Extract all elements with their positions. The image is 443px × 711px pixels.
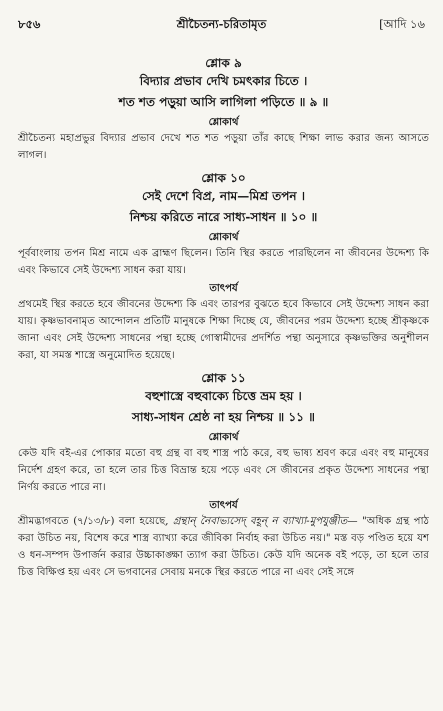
translation-heading: শ্লোকার্থ bbox=[208, 432, 239, 443]
purport-reference: শ্রীমদ্ভাগবতে (৭/১৩/৮) বলা হয়েছে, bbox=[18, 516, 169, 527]
translation-text: পূর্ববাংলায় তপন মিশ্র নামে এক ব্রাহ্মণ ছিলেন। তিনি স্থির করতে পারছিলেন না জীবনের উদ্দেশ্য কি এবং কিভাবে সেই উদ্দেশ্য সাধন করা যায়। bbox=[18, 248, 429, 276]
sloka-9 bbox=[18, 56, 429, 164]
sloka-10 bbox=[18, 171, 429, 364]
chapter-label: [আদি ১৬ bbox=[379, 17, 425, 31]
translation-text: কেউ যদি বই-এর পোকার মতো বহু গ্রন্থ বা বহু শাস্ত্র পাঠ করে, বহু ভাষ্য শ্রবণ করে এবং বহু মানুষের নির্দেশ গ্রহণ করে, তা হলে তার চিত্ত বিভ্রান্ত হয়ে পড়ে এবং সে জীবনের প্রকৃত উদ্দেশ্য সাধনের পন্থা নির্ণয় করতে পারে না। bbox=[18, 448, 429, 493]
verse-line: সাধ্য-সাধন শ্রেষ্ঠ না হয় নিশ্চয় ॥ ১১ ॥ bbox=[132, 410, 315, 424]
verse-line: বহুশাস্ত্রে বহুবাক্যে চিত্তে ভ্রম হয় । bbox=[145, 389, 302, 403]
purport-heading: তাৎপর্য bbox=[209, 500, 238, 511]
sloka-heading: শ্লোক ১০ bbox=[201, 171, 246, 185]
purport-rest: "অধিক গ্রন্থ পাঠ করা উচিত নয়, বিশেষ করে শাস্ত্র ব্যাখ্যা করে জীবিকা নির্বাহ করা উচিত নয়।" মস্ত বড় পণ্ডিত হয়ে যশ ও ধন-সম্পদ উপার্জন করার উচ্চাকাঙ্ক্ষা ত্যাগ করা উচিত। কেউ যদি অনেক বই পড়ে, তা হলে তার চিত্ত বিক্ষিপ্ত হয় এবং সে ভগবানের সেবায় মনকে স্থির করতে পারে না এবং সেই সঙ্গে bbox=[18, 516, 429, 578]
verse-line: শত শত পড়ুয়া আসি লাগিলা পড়িতে ॥ ৯ ॥ bbox=[118, 95, 329, 109]
translation-heading: শ্লোকার্থ bbox=[208, 232, 239, 243]
translation-text: শ্রীচৈতন্য মহাপ্রভুর বিদ্যার প্রভাব দেখে শত শত পড়ুয়া তাঁর কাছে শিক্ষা লাভ করার জন্য আসতে লাগল। bbox=[18, 133, 429, 161]
purport-quote: গ্রন্থান্ নৈবাভ্যসেদ্ বহূন্ ন ব্যাখ্যা-মুপযুঞ্জীত— bbox=[172, 516, 358, 527]
page-content bbox=[18, 56, 429, 581]
sloka-heading: শ্লোক ৯ bbox=[205, 56, 242, 70]
sloka-heading: শ্লোক ১১ bbox=[201, 371, 246, 385]
page-number: ৮৫৬ bbox=[18, 17, 41, 31]
verse-line: বিদ্যার প্রভাব দেখি চমৎকার চিতে । bbox=[139, 74, 308, 88]
translation-heading: শ্লোকার্থ bbox=[208, 117, 239, 128]
book-title: শ্রীচৈতন্য-চরিতামৃত bbox=[176, 17, 267, 31]
verse-line: সেই দেশে বিপ্র, নাম—মিশ্র তপন । bbox=[142, 189, 305, 203]
verse-line: নিশ্চয় করিতে নারে সাধ্য-সাধন ॥ ১০ ॥ bbox=[129, 210, 318, 224]
purport-text: প্রথমেই স্থির করতে হবে জীবনের উদ্দেশ্য কি এবং তারপর বুঝতে হবে কিভাবে সেই উদ্দেশ্য সাধন করা যায়। কৃষ্ণভাবনামৃত আন্দোলন প্রতিটি মানুষকে শিক্ষা দিচ্ছে যে, জীবনের পরম উদ্দেশ্য হচ্ছে শ্রীকৃষ্ণকে জানা এবং সেই উদ্দেশ্য সাধনের পন্থা হচ্ছে গোস্বামীদের প্রদর্শিত পন্থা অনুসারে কৃষ্ণভক্তির অনুশীলন করা, যা সমস্ত শাস্ত্রে অনুমোদিত হয়েছে। bbox=[18, 299, 429, 361]
sloka-11 bbox=[18, 371, 429, 581]
purport-text bbox=[18, 513, 429, 581]
purport-heading: তাৎপর্য bbox=[209, 283, 238, 294]
